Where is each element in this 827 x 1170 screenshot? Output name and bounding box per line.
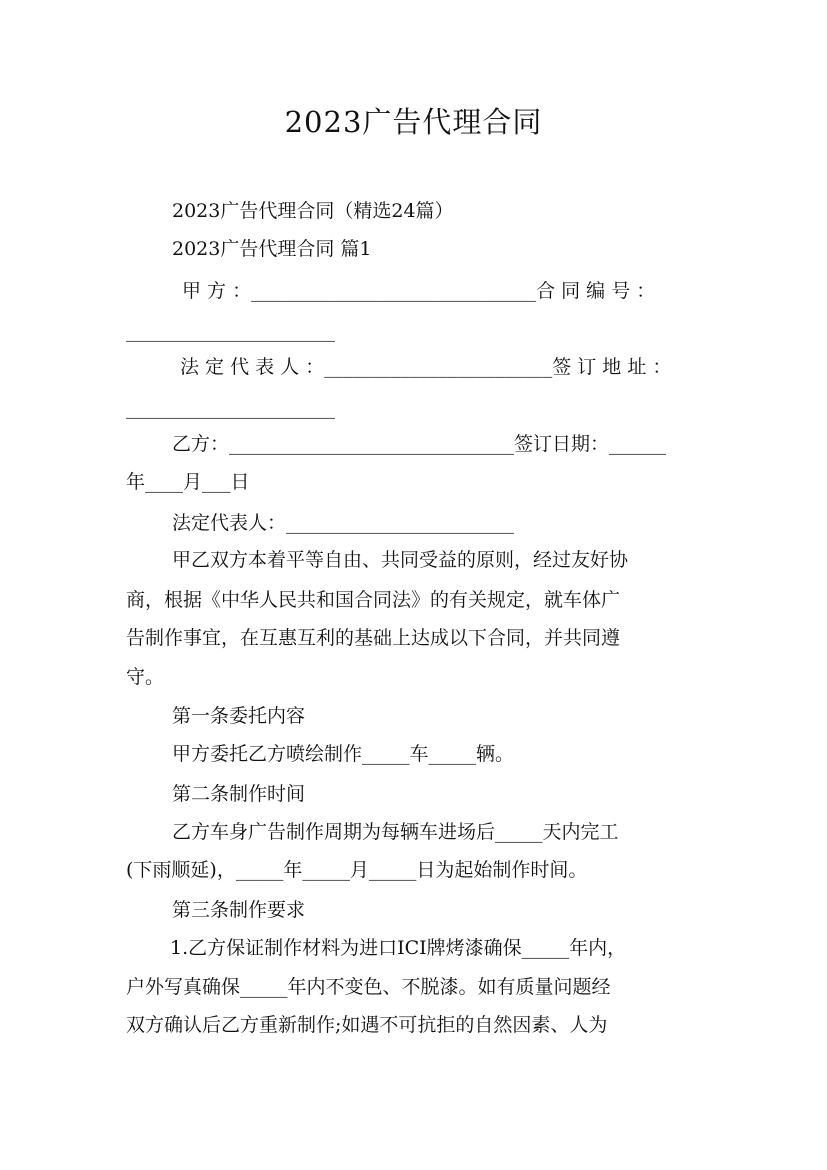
sign-date-line: 年____月___日: [126, 471, 250, 493]
body-paragraph-line: 1.乙方保证制作材料为进口ICI牌烤漆确保_____年内，: [170, 937, 627, 959]
document-title: 2023广告代理合同: [284, 105, 543, 139]
body-paragraph-line: 乙方车身广告制作周期为每辆车进场后_____天内完工: [172, 821, 619, 843]
contract-number-blank: ______________________: [126, 320, 335, 342]
body-paragraph-line: 户外写真确保_____年内不变色、不脱漆。如有质量问题经: [126, 976, 611, 998]
body-paragraph-line: 告制作事宜，在互惠互利的基础上达成以下合同，并共同遵: [126, 627, 621, 649]
legal-rep-line: 法 定 代 表 人 ：________________________签 订 地 址 ：: [180, 356, 672, 378]
body-paragraph-line: 商，根据《中华人民共和国合同法》的有关规定，就车体广: [126, 589, 621, 611]
article-heading: 第一条委托内容: [172, 705, 306, 727]
body-paragraph-line: 守。: [126, 666, 165, 688]
party-b-legal-rep-line: 法定代表人：________________________: [172, 512, 515, 534]
party-b-line: 乙方：______________________________签订日期：______: [172, 433, 667, 455]
document-subtitle: 2023广告代理合同（精选24篇）: [172, 200, 454, 222]
party-a-line: 甲 方 ：______________________________合 同 编 号 ：: [182, 280, 656, 302]
article-heading: 第二条制作时间: [172, 783, 306, 805]
section-heading: 2023广告代理合同 篇1: [172, 238, 372, 260]
body-paragraph-line: 甲乙双方本着平等自由、共同受益的原则，经过友好协: [172, 549, 629, 571]
body-paragraph-line: 双方确认后乙方重新制作;如遇不可抗拒的自然因素、人为: [126, 1014, 608, 1036]
body-paragraph-line: 甲方委托乙方喷绘制作_____车_____辆。: [172, 743, 515, 765]
body-paragraph-line: (下雨顺延)，_____年_____月_____日为起始制作时间。: [126, 859, 588, 881]
article-heading: 第三条制作要求: [172, 899, 306, 921]
sign-address-blank: ______________________: [126, 397, 335, 419]
